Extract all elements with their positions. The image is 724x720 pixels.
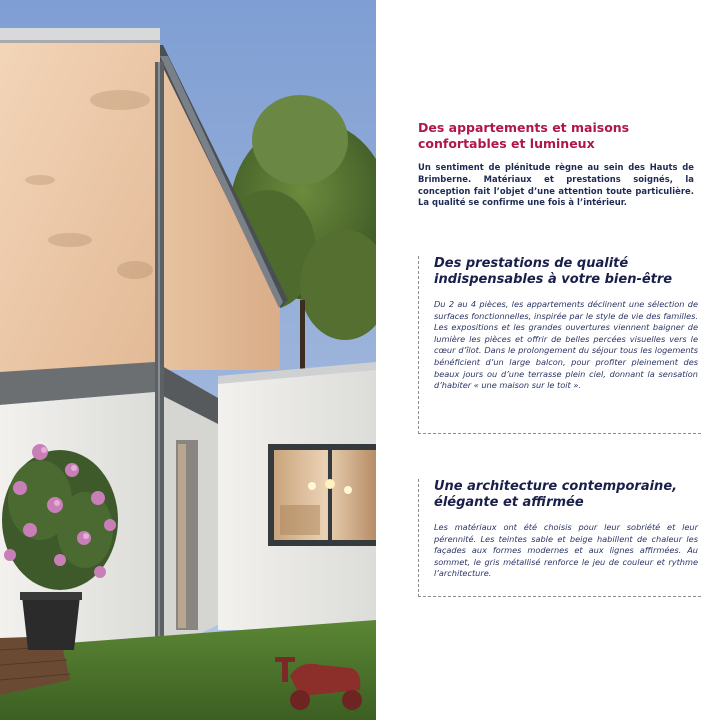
text-panel [376, 0, 724, 720]
intro-paragraph: Un sentiment de plénitude règne au sein des Hauts de Brimberne. Matériaux et prestations soignés, la conception fait l’objet d’une attention toute particulière. La qualité se confirme une fois à l’intérieur. [418, 162, 694, 208]
section-title-line2: indispensables à votre bien-être [434, 272, 673, 287]
facade-sand [0, 36, 160, 372]
section-architecture [409, 479, 701, 597]
section-title-line2: élégante et affirmée [434, 495, 584, 510]
intro-title [418, 120, 694, 152]
section-title-line1: Une architecture contemporaine, [434, 479, 678, 494]
section-title [434, 256, 701, 288]
section-prestations [409, 256, 701, 434]
section-title-line1: Des prestations de qualité [434, 256, 629, 271]
intro-section [418, 120, 694, 209]
section-title [434, 479, 701, 511]
window [268, 444, 376, 546]
section-paragraph: Les matériaux ont été choisis pour leur sobriété et leur pérennité. Les teintes sable et beige habillent de chaleur les façades aux formes modernes et aux lignes affirmées. Au sommet, le gris métallisé renforce le jeu de couleur et rythme l’architecture. [434, 522, 698, 579]
plant-pot [22, 596, 80, 650]
intro-title-line1: Des appartements et maisons [418, 120, 630, 135]
intro-title-line2: confortables et lumineux [418, 136, 595, 151]
section-paragraph: Du 2 au 4 pièces, les appartements déclinent une sélection de surfaces fonctionnelles, inspirée par le style de vie des familles. Les expositions et les grandes ouvertures viennent baigner de lumière les pièces et offrir de belles percées visuelles vers le cœur d’îlot. Dans le prolongement du séjour tous les logements bénéficient d’un large balcon, pour profiter pleinement des beaux jours ou d’une terrasse plein ciel, donnant la sensation d’habiter « une maison sur le toit ». [434, 299, 698, 391]
